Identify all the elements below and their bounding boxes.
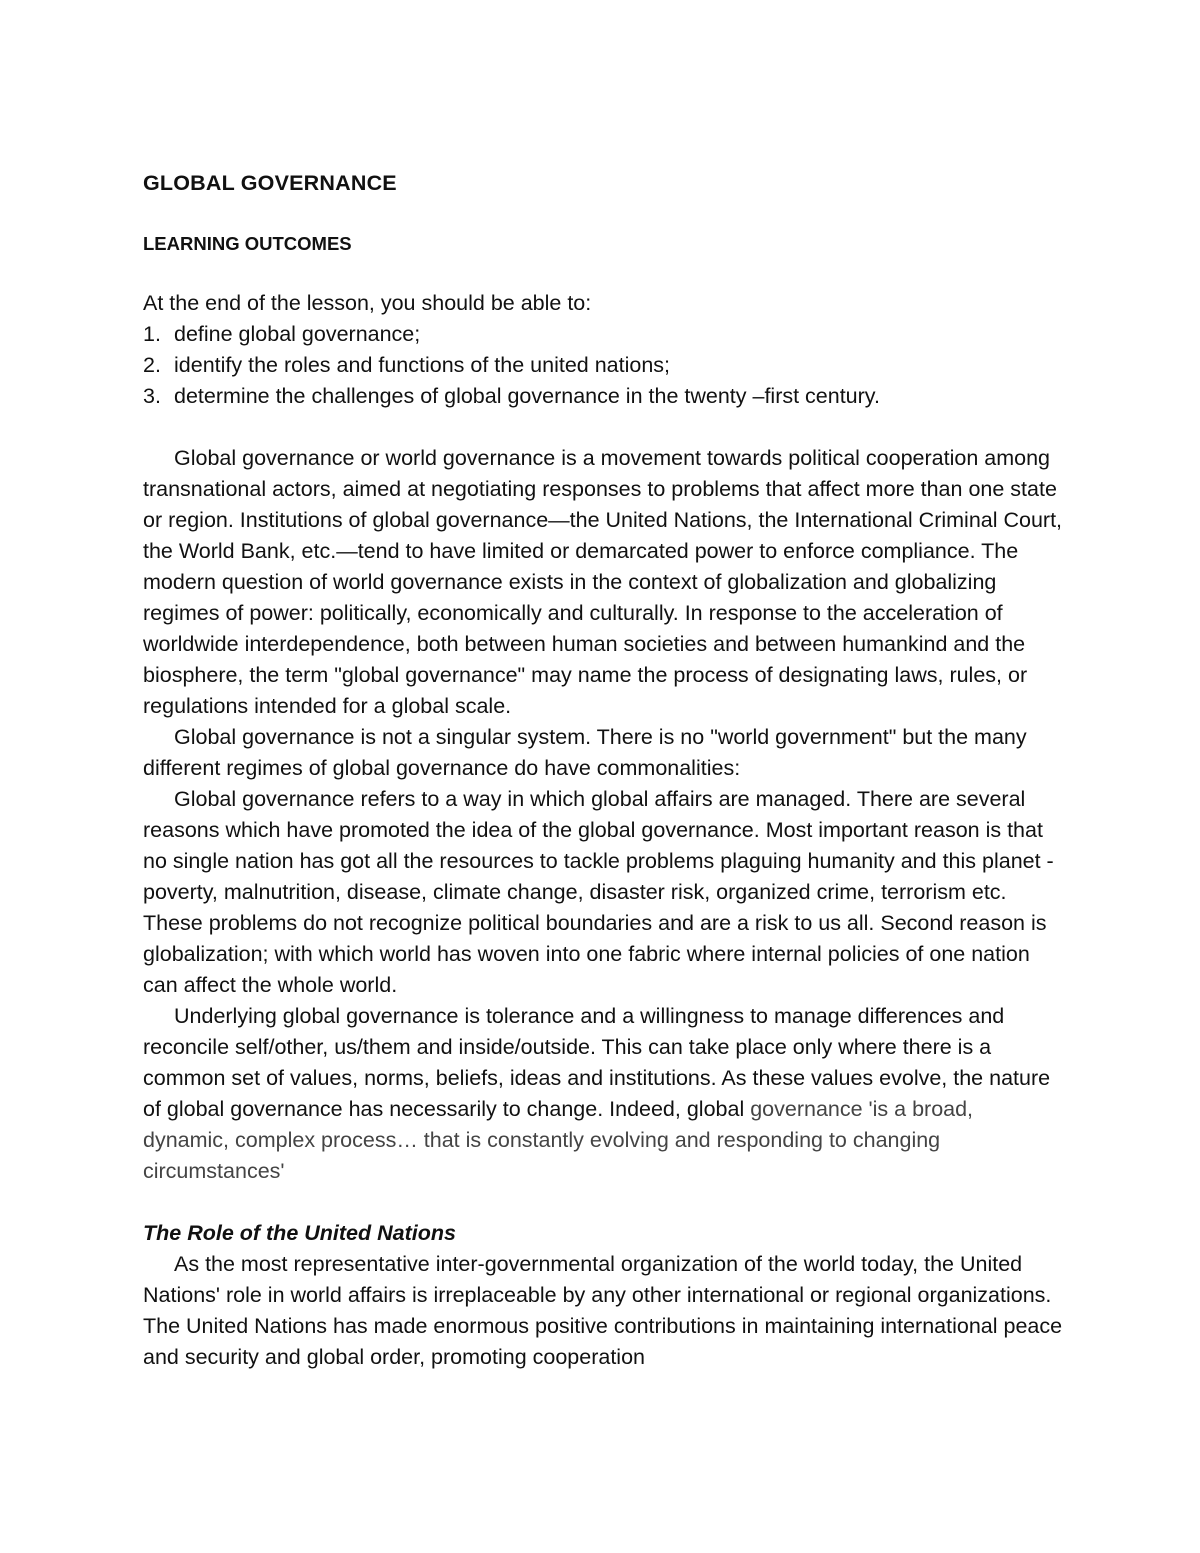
list-item xyxy=(143,319,1063,350)
paragraph-un-role: As the most representative inter-governmental organization of the world today, the United Nations' role in world affairs is irreplaceable by any other international or regional organizations. The United Nations has made enormous positive contributions in maintaining international peace and security and global order, promoting cooperation xyxy=(143,1252,1063,1369)
paragraph-reasons: Global governance refers to a way in which global affairs are managed. There are several reasons which have promoted the idea of the global governance. Most important reason is that no single nation has got all the resources to tackle problems plaguing humanity and this planet - poverty, malnutrition, disease, climate change, disaster risk, organized crime, terrorism etc. These problems do not recognize political boundaries and are a risk to us all. Second reason is globalization; with which world has woven into one fabric where internal policies of one nation can affect the whole world. xyxy=(143,787,1054,997)
learning-outcomes-intro: At the end of the lesson, you should be able to: xyxy=(143,291,592,315)
list-item xyxy=(143,350,1063,381)
document-title: GLOBAL GOVERNANCE xyxy=(143,171,397,195)
paragraph-tolerance xyxy=(143,1001,1063,1187)
list-item xyxy=(143,381,1063,412)
list-item-number: 2. xyxy=(143,353,161,377)
list-item-text: identify the roles and functions of the united nations; xyxy=(174,353,671,377)
paragraph-tolerance-text: Underlying global governance is tolerance and a willingness to manage differences and reconcile self/other, us/them and inside/outside. This can take place only where there is a common set of values, norms, beliefs, ideas and institutions. As these values evolve, the nature of global governance has necessarily to change. Indeed, global xyxy=(143,1004,1051,1121)
list-item-text: define global governance; xyxy=(174,322,421,346)
learning-outcomes-list xyxy=(143,319,1063,412)
list-item-number: 1. xyxy=(143,322,161,346)
list-item-text: determine the challenges of global governance in the twenty –first century. xyxy=(174,384,880,408)
section-heading-united-nations: The Role of the United Nations xyxy=(143,1221,456,1245)
document-page xyxy=(143,168,1063,1373)
learning-outcomes-heading: LEARNING OUTCOMES xyxy=(143,233,352,254)
list-item-number: 3. xyxy=(143,384,161,408)
paragraph-not-singular: Global governance is not a singular system. There is no "world government" but the many different regimes of global governance do have commonalities: xyxy=(143,725,1027,780)
paragraph-tolerance-quote: governance 'is a broad, dynamic, complex process… that is constantly evolving and responding to changing circumstances' xyxy=(143,1097,974,1183)
paragraph-definition: Global governance or world governance is a movement towards political cooperation among transnational actors, aimed at negotiating responses to problems that affect more than one state or region. Institutions of global governance—the United Nations, the International Criminal Court, the World Bank, etc.—tend to have limited or demarcated power to enforce compliance. The modern question of world governance exists in the context of globalization and globalizing regimes of power: politically, economically and culturally. In response to the acceleration of worldwide interdependence, both between human societies and between humankind and the biosphere, the term "global governance" may name the process of designating laws, rules, or regulations intended for a global scale. xyxy=(143,446,1063,718)
